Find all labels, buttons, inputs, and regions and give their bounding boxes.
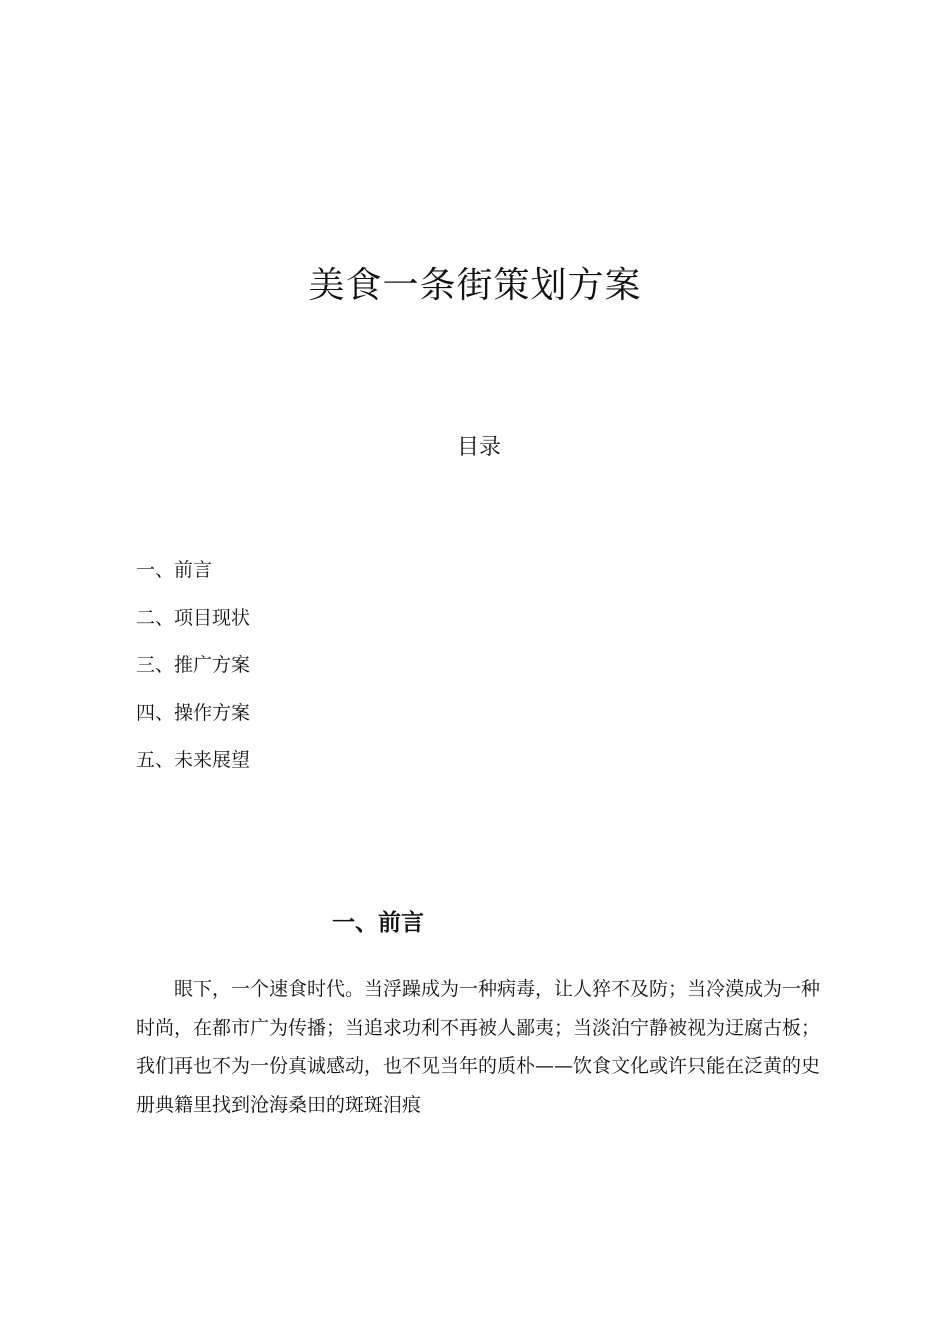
toc-item-promotion-plan: 三、推广方案: [136, 654, 251, 676]
toc-heading: 目录: [456, 435, 501, 460]
toc-item-future-outlook: 五、未来展望: [136, 749, 251, 771]
section-heading-preface: 一、前言: [332, 910, 424, 936]
toc-item-project-status: 二、项目现状: [136, 606, 251, 629]
toc-item-preface: 一、前言: [136, 559, 213, 581]
preface-paragraph: 眼下，一个速食时代。当浮躁成为一种病毒，让人猝不及防；当冷漠成为一种时尚，在都市广为传播；当追求功利不再被人鄙夷；当淡泊宁静被视为迂腐古板；我们再也不为一份真诚感动，也不见当年的质朴——饮食文化或许只能在泛黄的史册典籍里找到沧海桑田的斑斑泪痕: [136, 978, 821, 1116]
table-of-contents: [136, 556, 250, 794]
toc-item-operation-plan: 四、操作方案: [136, 701, 251, 724]
document-title: 美食一条街策划方案: [308, 265, 642, 306]
